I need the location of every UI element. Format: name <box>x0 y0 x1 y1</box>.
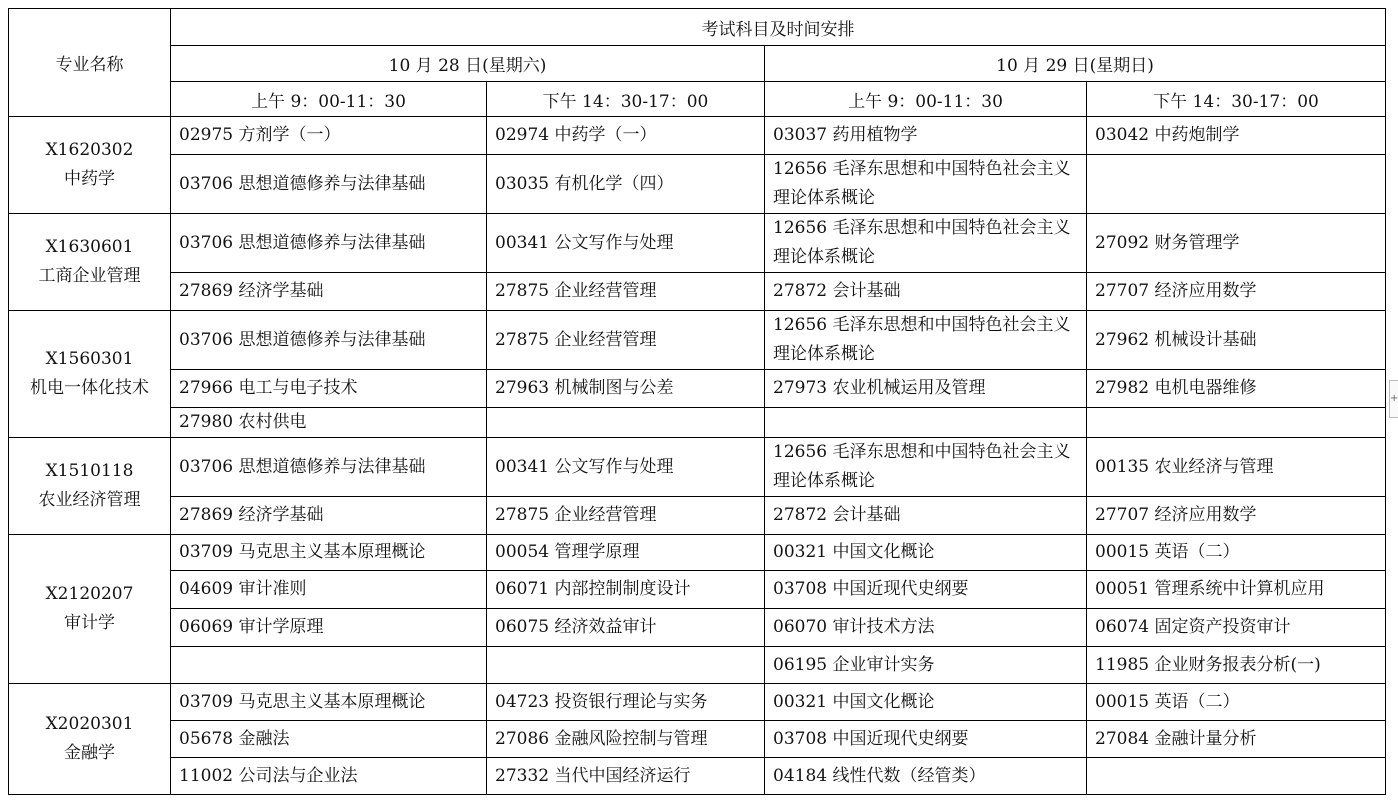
course-cell: 27872 会计基础 <box>765 273 1087 311</box>
major-cell <box>9 535 171 684</box>
major-code: X2120207 <box>45 584 134 604</box>
slot-header: 下午 14：30-17：00 <box>1087 82 1386 117</box>
major-code: X1560301 <box>45 349 134 369</box>
course-cell: 03706 思想道德修养与法律基础 <box>171 214 487 273</box>
course-cell: 03042 中药炮制学 <box>1087 117 1386 155</box>
schedule-row <box>9 497 1386 535</box>
side-expand-handle[interactable]: + <box>1389 380 1398 418</box>
course-cell: 11002 公司法与企业法 <box>171 758 487 795</box>
course-cell: 00051 管理系统中计算机应用 <box>1087 571 1386 609</box>
course-cell: 03709 马克思主义基本原理概论 <box>171 684 487 721</box>
major-cell <box>9 684 171 795</box>
course-cell: 06071 内部控制制度设计 <box>487 571 765 609</box>
course-cell: 27973 农业机械运用及管理 <box>765 370 1087 408</box>
course-cell: 12656 毛泽东思想和中国特色社会主义理论体系概论 <box>765 311 1087 370</box>
schedule-row <box>9 408 1386 438</box>
day-header: 10 月 28 日(星期六) <box>171 46 765 82</box>
schedule-row <box>9 311 1386 370</box>
course-cell: 00015 英语（二） <box>1087 535 1386 571</box>
schedule-row <box>9 370 1386 408</box>
course-cell <box>171 647 487 684</box>
course-cell: 27966 电工与电子技术 <box>171 370 487 408</box>
course-cell: 04609 审计准则 <box>171 571 487 609</box>
course-cell <box>487 647 765 684</box>
course-cell <box>487 408 765 438</box>
course-cell: 06075 经济效益审计 <box>487 609 765 647</box>
schedule-row <box>9 273 1386 311</box>
course-cell: 27982 电机电器维修 <box>1087 370 1386 408</box>
major-code: X1630601 <box>45 237 134 257</box>
course-cell: 03709 马克思主义基本原理概论 <box>171 535 487 571</box>
major-cell <box>9 311 171 438</box>
course-cell: 27869 经济学基础 <box>171 273 487 311</box>
course-cell: 03708 中国近现代史纲要 <box>765 571 1087 609</box>
course-cell: 06195 企业审计实务 <box>765 647 1087 684</box>
major-code: X1620302 <box>45 140 134 160</box>
course-cell: 00341 公文写作与处理 <box>487 214 765 273</box>
course-cell: 02975 方剂学（一） <box>171 117 487 155</box>
schedule-title: 考试科目及时间安排 <box>171 9 1386 46</box>
day-header: 10 月 29 日(星期日) <box>765 46 1386 82</box>
schedule-row <box>9 758 1386 795</box>
course-cell: 27869 经济学基础 <box>171 497 487 535</box>
course-cell: 04723 投资银行理论与实务 <box>487 684 765 721</box>
course-cell: 27963 机械制图与公差 <box>487 370 765 408</box>
major-name: 工商企业管理 <box>38 266 141 286</box>
schedule-row <box>9 684 1386 721</box>
major-name: 机电一体化技术 <box>30 378 149 398</box>
schedule-row <box>9 155 1386 214</box>
course-cell: 27092 财务管理学 <box>1087 214 1386 273</box>
course-cell: 00341 公文写作与处理 <box>487 438 765 497</box>
major-code: X2020301 <box>45 714 134 734</box>
schedule-row <box>9 647 1386 684</box>
major-cell <box>9 438 171 535</box>
course-cell: 06070 审计技术方法 <box>765 609 1087 647</box>
major-cell <box>9 117 171 214</box>
schedule-row <box>9 117 1386 155</box>
course-cell: 03708 中国近现代史纲要 <box>765 721 1087 758</box>
course-cell: 27332 当代中国经济运行 <box>487 758 765 795</box>
course-cell: 27872 会计基础 <box>765 497 1087 535</box>
major-column-header: 专业名称 <box>9 9 171 117</box>
major-name: 农业经济管理 <box>38 490 141 510</box>
course-cell: 27875 企业经营管理 <box>487 497 765 535</box>
slot-header: 下午 14：30-17：00 <box>487 82 765 117</box>
course-cell: 00054 管理学原理 <box>487 535 765 571</box>
schedule-row <box>9 571 1386 609</box>
schedule-row <box>9 438 1386 497</box>
course-cell: 27962 机械设计基础 <box>1087 311 1386 370</box>
course-cell <box>1087 155 1386 214</box>
major-name: 中药学 <box>64 169 115 189</box>
course-cell: 27707 经济应用数学 <box>1087 273 1386 311</box>
course-cell: 27980 农村供电 <box>171 408 487 438</box>
course-cell: 00015 英语（二） <box>1087 684 1386 721</box>
slot-header: 上午 9：00-11：30 <box>765 82 1087 117</box>
course-cell: 00321 中国文化概论 <box>765 684 1087 721</box>
course-cell: 03706 思想道德修养与法律基础 <box>171 155 487 214</box>
schedule-row <box>9 609 1386 647</box>
course-cell <box>1087 408 1386 438</box>
course-cell: 12656 毛泽东思想和中国特色社会主义理论体系概论 <box>765 438 1087 497</box>
course-cell: 27875 企业经营管理 <box>487 273 765 311</box>
course-cell: 02974 中药学（一） <box>487 117 765 155</box>
course-cell: 00321 中国文化概论 <box>765 535 1087 571</box>
course-cell: 27086 金融风险控制与管理 <box>487 721 765 758</box>
major-cell <box>9 214 171 311</box>
course-cell: 03706 思想道德修养与法律基础 <box>171 311 487 370</box>
schedule-row <box>9 535 1386 571</box>
exam-schedule-table <box>8 8 1386 795</box>
course-cell: 04184 线性代数（经管类） <box>765 758 1087 795</box>
slot-header: 上午 9：00-11：30 <box>171 82 487 117</box>
course-cell <box>1087 758 1386 795</box>
course-cell: 27084 金融计量分析 <box>1087 721 1386 758</box>
major-name: 审计学 <box>64 613 115 633</box>
course-cell: 06069 审计学原理 <box>171 609 487 647</box>
course-cell: 03706 思想道德修养与法律基础 <box>171 438 487 497</box>
course-cell: 03035 有机化学（四） <box>487 155 765 214</box>
course-cell: 12656 毛泽东思想和中国特色社会主义理论体系概论 <box>765 155 1087 214</box>
course-cell <box>765 408 1087 438</box>
major-code: X1510118 <box>45 461 134 481</box>
course-cell: 00135 农业经济与管理 <box>1087 438 1386 497</box>
schedule-row <box>9 721 1386 758</box>
course-cell: 03037 药用植物学 <box>765 117 1087 155</box>
course-cell: 12656 毛泽东思想和中国特色社会主义理论体系概论 <box>765 214 1087 273</box>
course-cell: 11985 企业财务报表分析(一) <box>1087 647 1386 684</box>
major-name: 金融学 <box>64 743 115 763</box>
schedule-row <box>9 214 1386 273</box>
course-cell: 27707 经济应用数学 <box>1087 497 1386 535</box>
course-cell: 05678 金融法 <box>171 721 487 758</box>
course-cell: 06074 固定资产投资审计 <box>1087 609 1386 647</box>
course-cell: 27875 企业经营管理 <box>487 311 765 370</box>
